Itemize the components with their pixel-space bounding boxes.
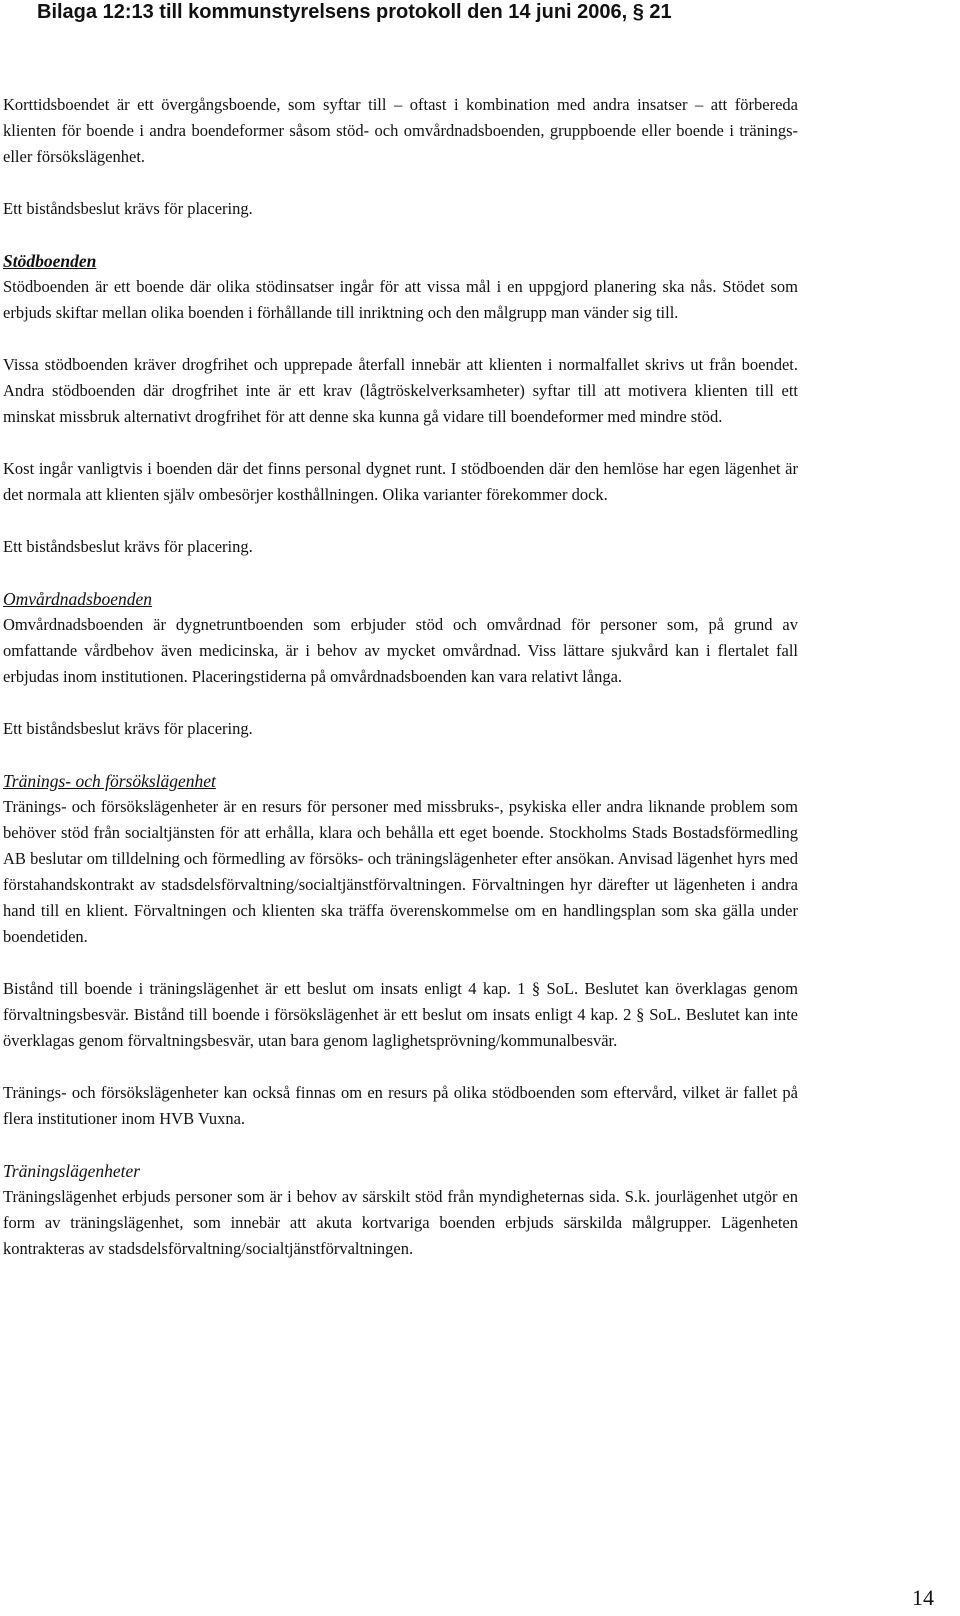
heading-traningslagenheter: Träningslägenheter [3,1161,141,1181]
document-body [3,92,798,1262]
stodboenden-decision-note: Ett biståndsbeslut krävs för placering. [3,537,253,556]
stodboenden-paragraph-1: Stödboenden är ett boende där olika stödinsatser ingår för att vissa mål i en uppgjord planering ska nås. Stödet som erbjuds skiftar mellan olika boenden i förhållande till inriktning och den målgrupp man vänder sig till. [3,277,798,322]
heading-omvardnadsboenden: Omvårdnadsboenden [3,589,153,609]
page-header: Bilaga 12:13 till kommunstyrelsens protokoll den 14 juni 2006, § 21 [37,1,672,23]
page-number: 14 [912,1585,934,1610]
traning-paragraph-3: Tränings- och försökslägenheter kan också finnas om en resurs på olika stödboenden som eftervård, vilket är fallet på flera institutioner inom HVB Vuxna. [3,1083,798,1128]
stodboenden-paragraph-2: Vissa stödboenden kräver drogfrihet och upprepade återfall innebär att klienten i normalfallet skrivs ut från boendet. Andra stödboenden där drogfrihet inte är ett krav (lågtröskelverksamheter) syftar till att motivera klienten till ett minskat missbruk alternativt drogfrihet för att denne ska kunna gå vidare till boendeformer med mindre stöd. [3,355,798,426]
heading-tranings-och-forsokslagenhet: Tränings- och försökslägenhet [3,771,216,791]
section-stodboenden [3,248,798,560]
omvardnad-paragraph-1: Omvårdnadsboenden är dygnetruntboenden som erbjuder stöd och omvårdnad för personer som, på grund av omfattande vårdbehov även medicinska, är i behov av mycket omvårdnad. Viss lättare sjukvård kan i flertalet fall erbjudas inom institutionen. Placeringstiderna på omvårdnadsboenden kan vara relativt långa. [3,615,798,686]
section-omvardnadsboenden [3,586,798,742]
traning-paragraph-2: Bistånd till boende i träningslägenhet är ett beslut om insats enligt 4 kap. 1 § SoL. Beslutet kan överklagas genom förvaltningsbesvär. Bistånd till boende i försökslägenhet är ett beslut om insats enligt 4 kap. 2 § SoL. Beslutet kan inte överklagas genom förvaltningsbesvär, utan bara genom laglighetsprövning/kommunalbesvär. [3,979,798,1050]
section-traningslagenheter [3,1158,798,1262]
traning-paragraph-1: Tränings- och försökslägenheter är en resurs för personer med missbruks-, psykiska eller andra liknande problem som behöver stöd från socialtjänsten för att erhålla, klara och behålla ett eget boende. Stockholms Stads Bostadsförmedling AB beslutar om tilldelning och förmedling av försöks- och träningslägenheter efter ansökan. Anvisad lägenhet hyrs med förstahandskontrakt av stadsdelsförvaltning/socialtjänstförvaltningen. Förvaltningen hyr därefter ut lägenheten i andra hand till en klient. Förvaltningen och klienten ska träffa överenskommelse om en handlingsplan som ska gälla under boendetiden. [3,797,798,946]
stodboenden-paragraph-3: Kost ingår vanligtvis i boenden där det finns personal dygnet runt. I stödboenden där den hemlöse har egen lägenhet är det normala att klienten själv ombesörjer kosthållningen. Olika varianter förekommer dock. [3,459,798,504]
intro-paragraph: Korttidsboendet är ett övergångsboende, som syftar till – oftast i kombination med andra insatser – att förbereda klienten för boende i andra boendeformer såsom stöd- och omvårdnadsboenden, gruppboende eller boende i tränings- eller försökslägenhet. [3,95,798,166]
omvardnad-decision-note: Ett biståndsbeslut krävs för placering. [3,719,253,738]
traningslagenheter-paragraph-1: Träningslägenhet erbjuds personer som är i behov av särskilt stöd från myndigheternas sida. S.k. jourlägenhet utgör en form av träningslägenhet, som innebär att akuta kortvariga boenden erbjuds särskilda målgrupper. Lägenheten kontrakteras av stadsdelsförvaltning/socialtjänstförvaltningen. [3,1187,798,1258]
intro-decision-note: Ett biståndsbeslut krävs för placering. [3,199,253,218]
section-tranings-och-forsokslagenhet [3,768,798,1132]
heading-stodboenden: Stödboenden [3,251,97,271]
